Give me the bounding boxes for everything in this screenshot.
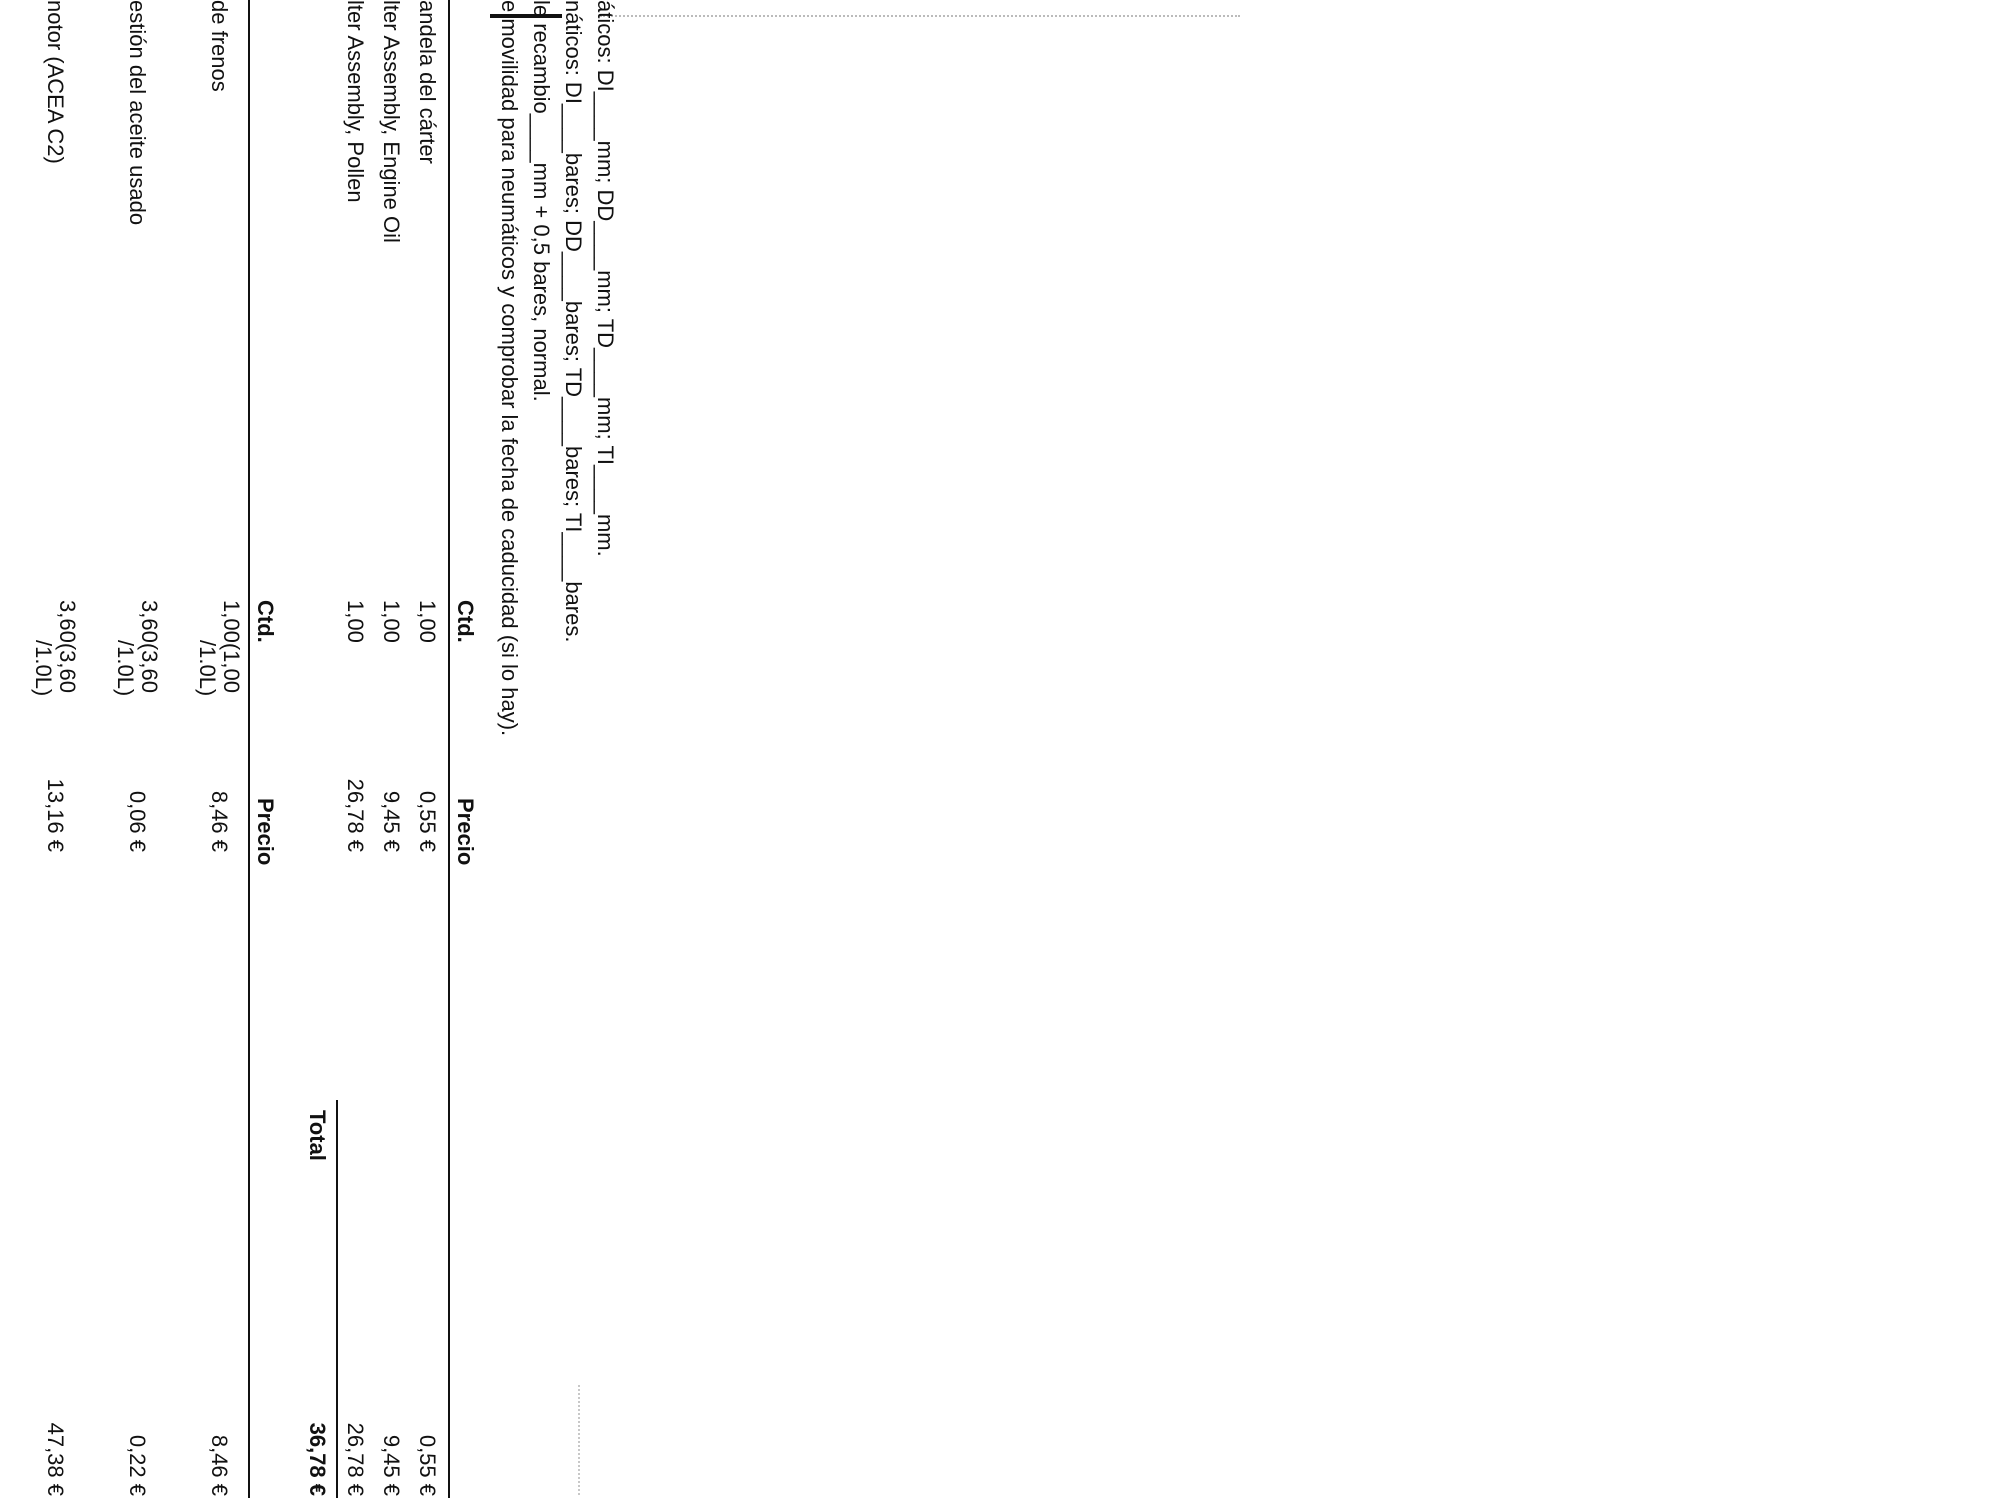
fluids-row-qty: 1,00(1,00: [219, 600, 244, 693]
parts-row-amount: 9,45 €: [379, 1434, 404, 1496]
fluids-row-qty-unit: /1.0L): [31, 640, 56, 697]
rotated-invoice-sheet: [0, 0, 700, 1500]
fluids-row-desc: de frenos: [207, 0, 232, 92]
spare-tire-line: le recambio____mm + 0,5 bares, normal.: [529, 0, 554, 402]
fluids-row-desc: estión del aceite usado: [125, 0, 150, 226]
fluids-row-qty-unit: /1.0L): [113, 640, 138, 697]
fluids-row-unit-price: 13,16 €: [43, 778, 68, 852]
parts-row-desc: lter Assembly, Pollen: [343, 0, 368, 203]
parts-row-qty: 1,00: [379, 600, 404, 643]
fluids-row-desc: notor (ACEA C2): [43, 0, 68, 164]
parts-qty-header: Ctd.: [453, 600, 478, 643]
fluids-row-qty: 3,60(3,60: [137, 600, 162, 693]
parts-row-amount: 26,78 €: [343, 1422, 368, 1496]
fluids-row-qty-unit: /1.0L): [195, 640, 220, 697]
parts-total-label: Total: [305, 1110, 330, 1161]
parts-row-qty: 1,00: [415, 600, 440, 643]
tread-depth-line: áticos: DI____mm; DD____mm; TD____mm; TI____mm.: [593, 0, 618, 557]
parts-row-desc: andela del cárter: [415, 0, 440, 164]
fluids-row-qty: 3,60(3,60: [55, 600, 80, 693]
parts-row-amount: 0,55 €: [415, 1434, 440, 1496]
mobility-kit-line: e movilidad para neumáticos y comprobar la fecha de caducidad (si lo hay).: [497, 0, 522, 737]
fluids-row-unit-price: 8,46 €: [207, 790, 232, 852]
parts-price-header: Precio: [453, 798, 478, 866]
fluids-header-rule: [248, 0, 250, 1498]
parts-row-unit-price: 0,55 €: [415, 790, 440, 852]
fluids-qty-header: Ctd.: [253, 600, 278, 643]
parts-row-unit-price: 9,45 €: [379, 790, 404, 852]
fluids-price-header: Precio: [253, 798, 278, 866]
parts-total-rule: [336, 1100, 338, 1498]
parts-header-rule: [448, 0, 450, 1498]
parts-total-value: 36,78 €: [305, 1422, 330, 1496]
parts-row-desc: lter Assembly, Engine Oil: [379, 0, 404, 243]
fluids-row-unit-price: 0,06 €: [125, 790, 150, 852]
fluids-row-amount: 47,38 €: [43, 1422, 68, 1496]
tire-pressure-line: náticos: DI____bares; DD____bares; TD____bares; TI____bares.: [561, 0, 586, 643]
fluids-row-amount: 8,46 €: [207, 1434, 232, 1496]
fluids-row-amount: 0,22 €: [125, 1434, 150, 1496]
parts-row-qty: 1,00: [343, 600, 368, 643]
parts-row-unit-price: 26,78 €: [343, 778, 368, 852]
